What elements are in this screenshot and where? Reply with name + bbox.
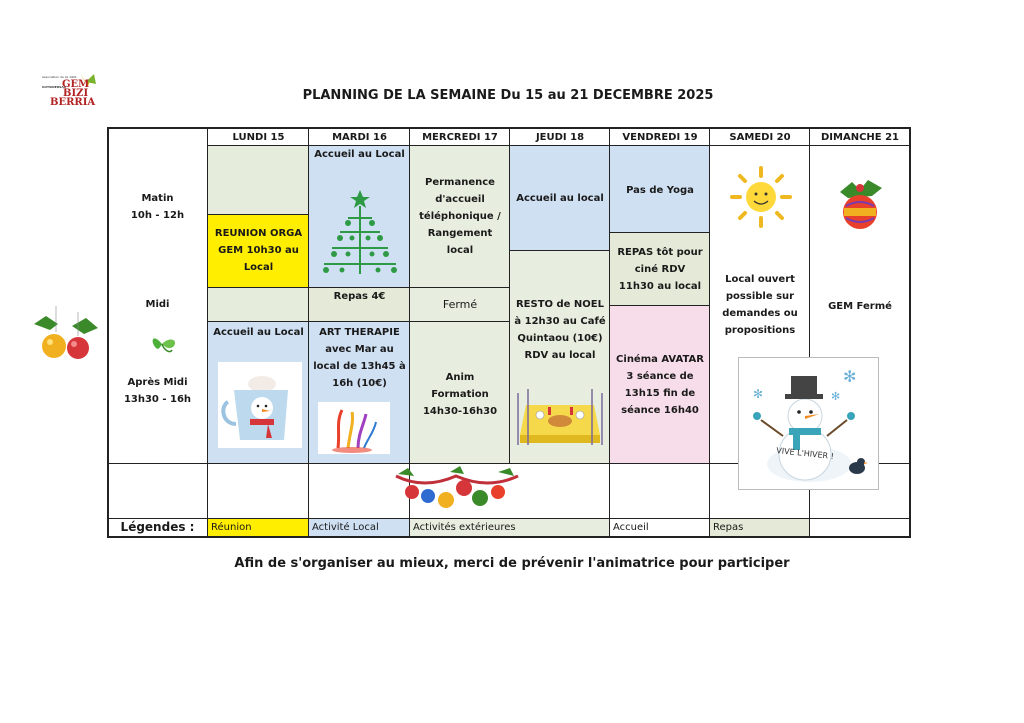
- legend-activites-exterieures: Activités extérieures: [413, 522, 516, 533]
- footer-note: Afin de s'organiser au mieux, merci de prévenir l'animatrice pour participer: [234, 556, 790, 571]
- logo-word-1: GEM: [61, 79, 90, 90]
- logo-word-2: BIZI: [63, 88, 89, 99]
- page-title: PLANNING DE LA SEMAINE Du 15 au 21 DECEMBRE 2025: [302, 88, 714, 103]
- logo-word-3: BERRIA: [50, 97, 96, 108]
- period-matin-label: Matin: [141, 193, 174, 204]
- christmas-dinner-table-icon: [516, 385, 604, 447]
- logo-line-2: OUTSIDERSAQ: [42, 85, 67, 89]
- grid-vendredi-2: [610, 305, 710, 306]
- event-lundi-accueil: Accueil au Local: [213, 326, 304, 338]
- svg-text:✻: ✻: [831, 390, 841, 403]
- day-header-mercredi: MERCREDI 17: [422, 132, 498, 143]
- christmas-ornaments-icon: [28, 302, 100, 362]
- snowman-icon: [739, 358, 878, 489]
- event-mardi-accueil: Accueil au Local: [314, 149, 405, 160]
- event-vendredi-yoga: Pas de Yoga: [626, 184, 694, 196]
- event-mardi-art-therapie: ART THERAPIE avec Mar au local de 13h45 à 16h (10€): [313, 327, 406, 389]
- art-paint-icon: [318, 402, 390, 454]
- grid-right: [909, 127, 911, 538]
- day-header-vendredi: VENDREDI 19: [622, 132, 698, 143]
- period-apres-midi-label: Après Midi: [127, 377, 188, 388]
- christmas-garland-icon: [394, 466, 520, 512]
- grid-jeudi-1: [510, 250, 610, 251]
- day-header-jeudi: JEUDI 18: [535, 132, 585, 143]
- event-vendredi-repas: REPAS tôt pour ciné RDV 11h30 au local: [617, 246, 703, 292]
- logo-line-1: Association de loi 1901: [42, 75, 77, 79]
- event-lundi-reunion: REUNION ORGA GEM 10h30 au Local: [214, 228, 303, 273]
- period-midi: Midi: [145, 299, 170, 310]
- day-header-lundi: LUNDI 15: [232, 132, 285, 143]
- bg-lundi-midi: [208, 287, 309, 321]
- snowman-caption: VIVE L'HIVER !: [775, 446, 835, 461]
- event-mercredi-anim-formation: Anim Formation 14h30-16h30: [422, 371, 498, 417]
- event-dimanche-ferme: GEM Fermé: [828, 300, 892, 312]
- event-mercredi-ferme: Fermé: [442, 298, 478, 311]
- event-vendredi-cinema: Cinéma AVATAR 3 séance de 13h15 fin de séance 16h40: [616, 354, 704, 416]
- butterfly-icon: [148, 328, 180, 356]
- grid-vendredi-1: [610, 232, 710, 233]
- grid-left: [107, 127, 109, 538]
- svg-text:✻: ✻: [843, 367, 857, 386]
- day-header-samedi: SAMEDI 20: [729, 132, 791, 143]
- legend-label: Légendes :: [120, 520, 195, 534]
- period-matin-hours: 10h - 12h: [130, 210, 185, 221]
- sun-icon: [726, 164, 796, 230]
- period-matin: [108, 190, 207, 224]
- legend-activite-local: Activité Local: [312, 522, 379, 533]
- event-jeudi-resto-noel: RESTO de NOEL à 12h30 au Café Quintaou (10€) RDV au local: [514, 299, 606, 361]
- day-header-dimanche: DIMANCHE 21: [820, 132, 900, 143]
- event-jeudi-accueil: Accueil au local: [516, 192, 604, 204]
- snowman-mug-icon: [218, 362, 302, 448]
- snowman-picture: [738, 357, 879, 490]
- day-header-mardi: MARDI 16: [332, 132, 387, 143]
- grid-bottom: [107, 536, 911, 538]
- christmas-bauble-icon: [832, 176, 888, 232]
- event-samedi-local-ouvert: Local ouvert possible sur demandes ou propositions: [722, 274, 798, 336]
- event-mercredi-permanence: Permanence d'accueil téléphonique / Rangement local: [419, 176, 501, 256]
- christmas-tree-icon: [318, 188, 402, 278]
- legend-accueil: Accueil: [613, 522, 649, 533]
- period-apres-midi: [108, 374, 207, 408]
- period-apres-midi-hours: 13h30 - 16h: [123, 394, 192, 405]
- bg-lundi-matin: [208, 146, 309, 214]
- legend-reunion: Réunion: [211, 522, 252, 533]
- svg-text:✻: ✻: [753, 387, 764, 401]
- legend-repas: Repas: [713, 522, 744, 533]
- event-mardi-repas: Repas 4€: [333, 290, 386, 302]
